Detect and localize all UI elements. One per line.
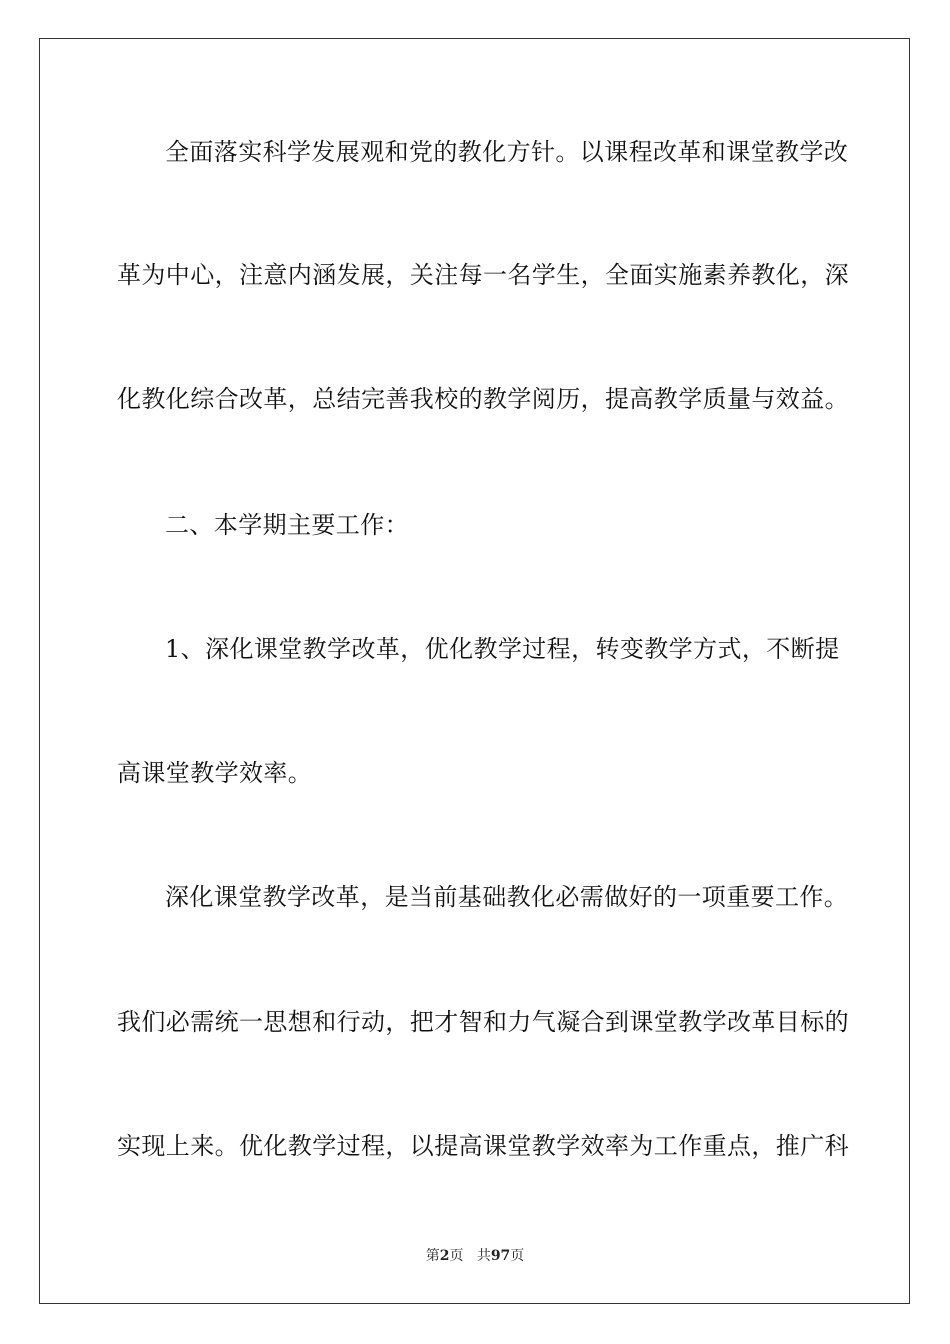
- text-line-7: 深化课堂教学改革，是当前基础教化必需做好的一项重要工作。: [165, 883, 849, 911]
- footer-prefix: 第: [425, 1248, 440, 1264]
- page-footer: [0, 1247, 950, 1265]
- text-line-5: 1、深化课堂教学改革，优化教学过程，转变教学方式，不断提: [165, 635, 840, 663]
- footer-page-number: 2: [439, 1248, 450, 1264]
- footer-total-prefix: 共: [476, 1248, 491, 1264]
- section-heading: 二、本学期主要工作：: [165, 511, 409, 539]
- text-line-1: 全面落实科学发展观和党的教化方针。以课程改革和课堂教学改: [165, 138, 849, 166]
- text-line-2: 革为中心，注意内涵发展，关注每一名学生，全面实施素养教化，深: [117, 261, 849, 289]
- footer-total-pages: 97: [490, 1248, 511, 1264]
- text-line-6: 高课堂教学效率。: [117, 759, 313, 787]
- text-line-8: 我们必需统一思想和行动，把才智和力气凝合到课堂教学改革目标的: [117, 1008, 849, 1036]
- footer-page-suffix: 页: [449, 1248, 464, 1264]
- text-line-9: 实现上来。优化教学过程，以提高课堂教学效率为工作重点，推广科: [117, 1132, 849, 1160]
- page-frame: [39, 38, 910, 1304]
- text-line-3: 化教化综合改革，总结完善我校的教学阅历，提高教学质量与效益。: [117, 385, 849, 413]
- footer-total-suffix: 页: [510, 1248, 525, 1264]
